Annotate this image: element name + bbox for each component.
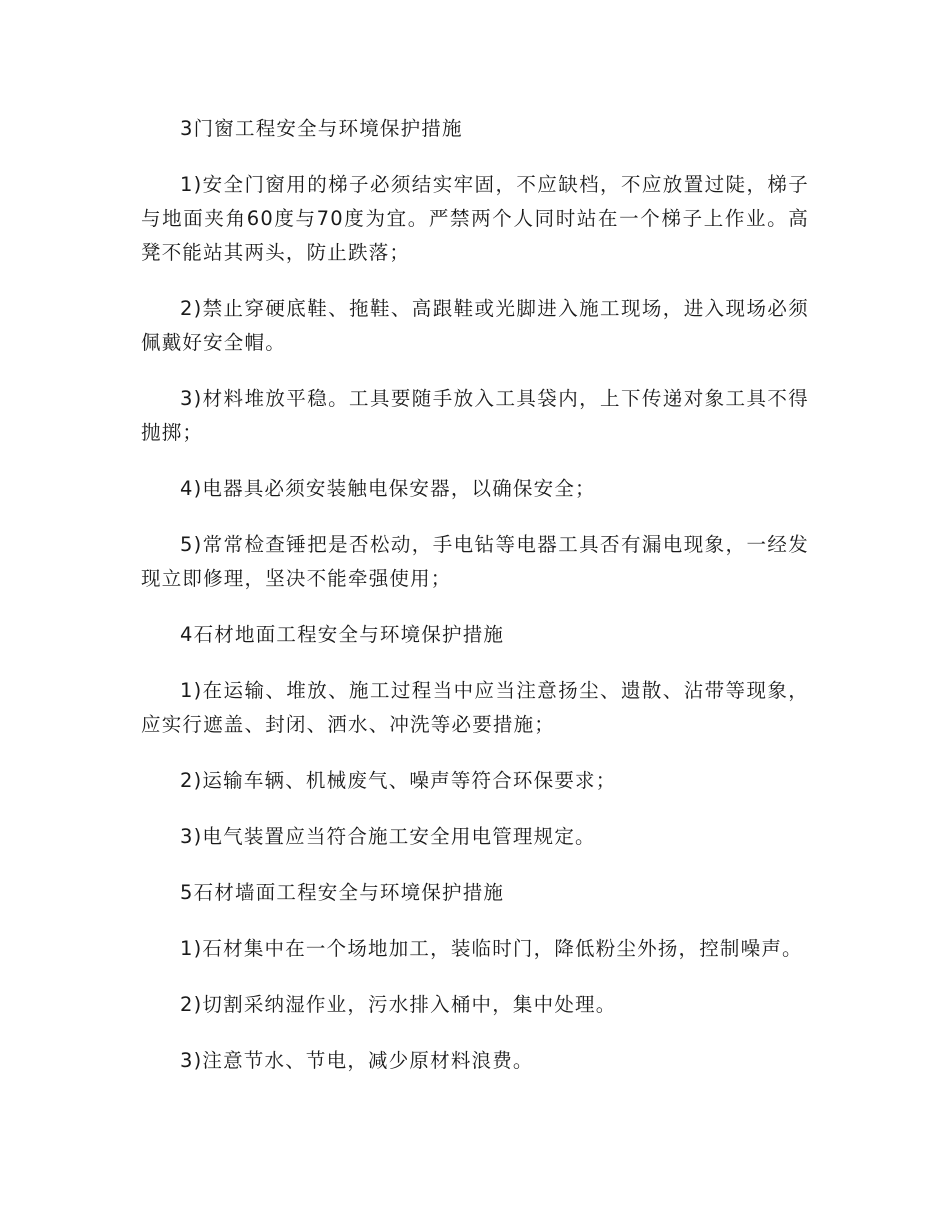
paragraph-resource-saving: 3)注意节水、节电，减少原材料浪费。 bbox=[180, 1049, 534, 1072]
document-body bbox=[141, 112, 809, 1100]
paragraph-electrical-rules: 3)电气装置应当符合施工安全用电管理规定。 bbox=[180, 825, 596, 848]
paragraph-wet-cutting: 2)切割采纳湿作业，污水排入桶中，集中处理。 bbox=[180, 993, 617, 1016]
paragraph-material-stacking: 3)材料堆放平稳。工具要随手放入工具袋内，上下传递对象工具不得抛掷； bbox=[141, 387, 809, 444]
paragraph-dust-control: 1)在运输、堆放、施工过程当中应当注意扬尘、遗散、沾带等现象，应实行遮盖、封闭、洒水、冲洗等必要措施； bbox=[141, 679, 809, 736]
paragraph-ladder-safety: 1)安全门窗用的梯子必须结实牢固，不应缺档，不应放置过陡，梯子与地面夹角60度与70度为宜。严禁两个人同时站在一个梯子上作业。高凳不能站其两头，防止跌落； bbox=[141, 173, 809, 264]
paragraph-vehicle-emissions: 2)运输车辆、机械废气、噪声等符合环保要求； bbox=[180, 769, 617, 792]
paragraph-footwear-helmet: 2)禁止穿硬底鞋、拖鞋、高跟鞋或光脚进入施工现场，进入现场必须佩戴好安全帽。 bbox=[141, 297, 809, 354]
paragraph-electrical-protector: 4)电器具必须安装触电保安器，以确保安全； bbox=[180, 477, 596, 500]
section-heading-stone-floor: 4石材地面工程安全与环境保护措施 bbox=[180, 623, 505, 646]
section-heading-stone-wall: 5石材墙面工程安全与环境保护措施 bbox=[180, 881, 505, 904]
paragraph-stone-processing: 1)石材集中在一个场地加工，装临时门，降低粉尘外扬，控制噪声。 bbox=[180, 937, 803, 960]
paragraph-tool-inspection: 5)常常检查锤把是否松动，手电钻等电器工具否有漏电现象，一经发现立即修理，坚决不能牵强使用； bbox=[141, 533, 809, 590]
section-heading-doors-windows: 3门窗工程安全与环境保护措施 bbox=[180, 117, 463, 140]
